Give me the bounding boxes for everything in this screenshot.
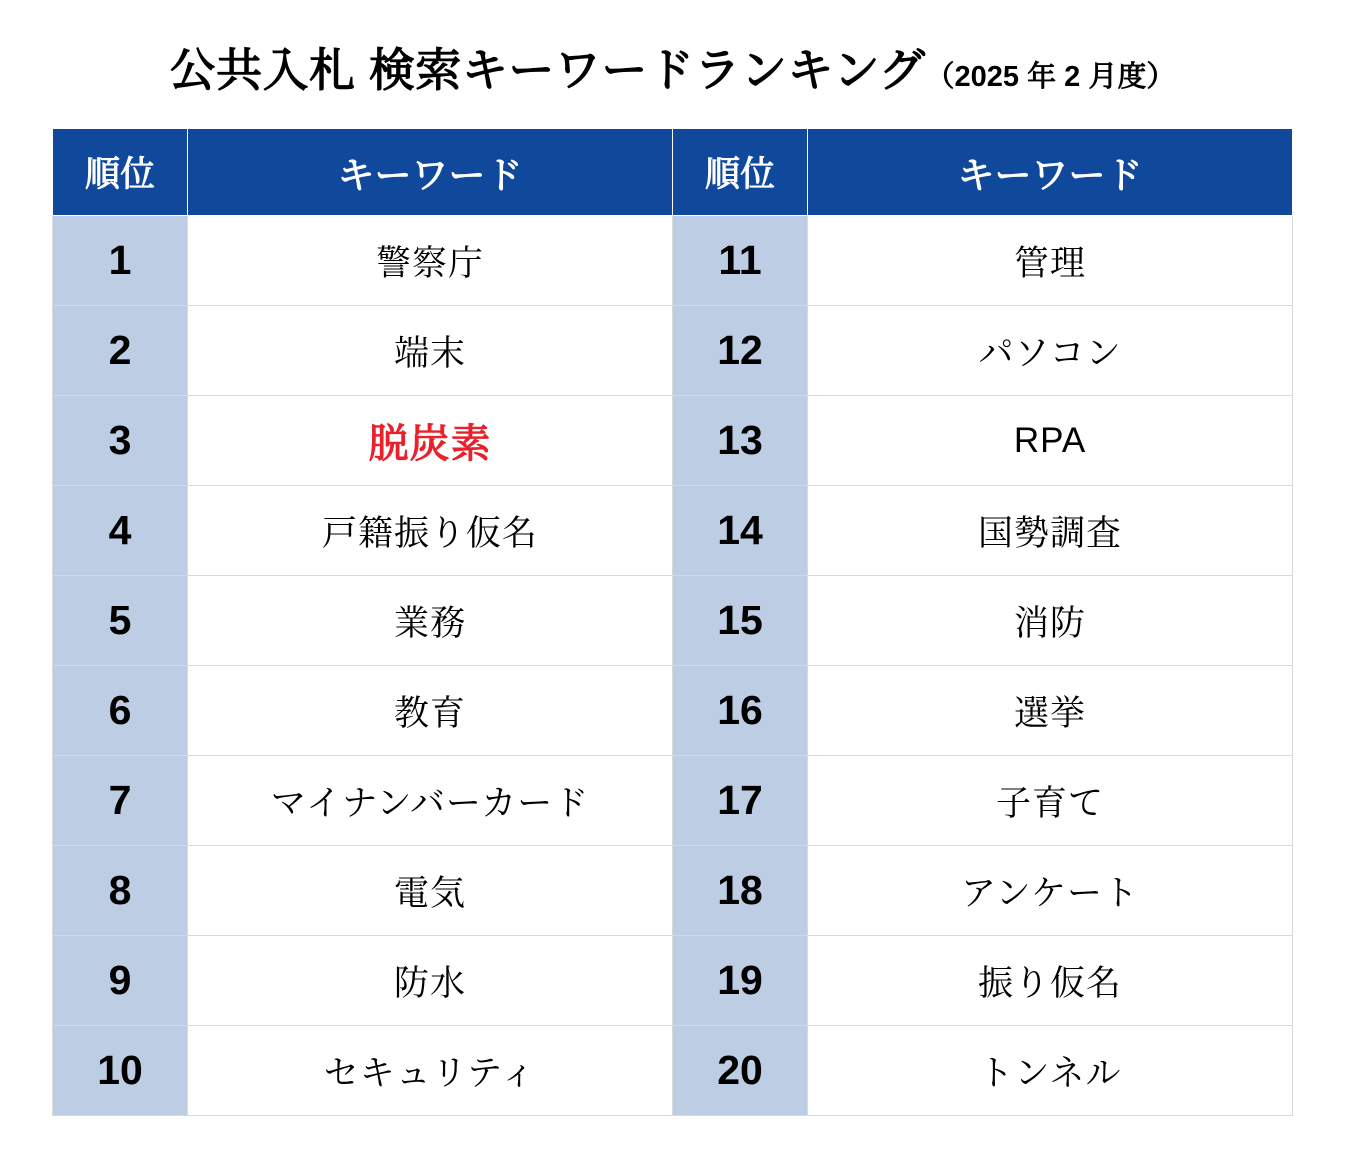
keyword-cell-left: 業務 bbox=[188, 576, 673, 666]
keyword-cell-left: セキュリティ bbox=[188, 1026, 673, 1116]
keyword-cell-left: 端末 bbox=[188, 306, 673, 396]
header-rank-left: 順位 bbox=[53, 129, 188, 216]
keyword-cell-left: 防水 bbox=[188, 936, 673, 1026]
keyword-cell-right: 振り仮名 bbox=[808, 936, 1293, 1026]
page-title bbox=[0, 34, 1345, 100]
keyword-cell-right: RPA bbox=[808, 396, 1293, 486]
keyword-cell-right: 子育て bbox=[808, 756, 1293, 846]
keyword-cell-right: アンケート bbox=[808, 846, 1293, 936]
keyword-cell-left: 脱炭素 bbox=[188, 396, 673, 486]
rank-cell-right: 11 bbox=[673, 216, 808, 306]
table-row bbox=[53, 576, 1293, 666]
rank-cell-left: 6 bbox=[53, 666, 188, 756]
rank-cell-right: 14 bbox=[673, 486, 808, 576]
rank-cell-right: 13 bbox=[673, 396, 808, 486]
table-row bbox=[53, 1026, 1293, 1116]
rank-cell-right: 20 bbox=[673, 1026, 808, 1116]
header-keyword-left: キーワード bbox=[188, 129, 673, 216]
rank-cell-left: 1 bbox=[53, 216, 188, 306]
keyword-cell-left: 警察庁 bbox=[188, 216, 673, 306]
ranking-table bbox=[52, 128, 1293, 1116]
keyword-cell-right: パソコン bbox=[808, 306, 1293, 396]
table-row bbox=[53, 666, 1293, 756]
page-title-sub: （2025 年 2 月度） bbox=[925, 61, 1176, 93]
rank-cell-right: 17 bbox=[673, 756, 808, 846]
rank-cell-left: 9 bbox=[53, 936, 188, 1026]
rank-cell-right: 12 bbox=[673, 306, 808, 396]
keyword-cell-left: マイナンバーカード bbox=[188, 756, 673, 846]
header-keyword-right: キーワード bbox=[808, 129, 1293, 216]
table-head bbox=[53, 129, 1293, 216]
keyword-cell-left: 教育 bbox=[188, 666, 673, 756]
keyword-cell-left: 電気 bbox=[188, 846, 673, 936]
table-header-row bbox=[53, 129, 1293, 216]
ranking-table-container bbox=[52, 128, 1292, 1116]
page-title-main: 公共入札 検索キーワードランキング bbox=[169, 44, 926, 96]
rank-cell-left: 2 bbox=[53, 306, 188, 396]
keyword-cell-left: 戸籍振り仮名 bbox=[188, 486, 673, 576]
table-row bbox=[53, 486, 1293, 576]
table-row bbox=[53, 936, 1293, 1026]
rank-cell-left: 3 bbox=[53, 396, 188, 486]
rank-cell-left: 7 bbox=[53, 756, 188, 846]
rank-cell-right: 18 bbox=[673, 846, 808, 936]
rank-cell-right: 15 bbox=[673, 576, 808, 666]
rank-cell-left: 5 bbox=[53, 576, 188, 666]
table-row bbox=[53, 216, 1293, 306]
table-body bbox=[53, 216, 1293, 1116]
table-row bbox=[53, 756, 1293, 846]
rank-cell-right: 19 bbox=[673, 936, 808, 1026]
table-row bbox=[53, 306, 1293, 396]
header-rank-right: 順位 bbox=[673, 129, 808, 216]
rank-cell-left: 4 bbox=[53, 486, 188, 576]
rank-cell-left: 10 bbox=[53, 1026, 188, 1116]
table-row bbox=[53, 846, 1293, 936]
keyword-cell-right: トンネル bbox=[808, 1026, 1293, 1116]
table-row bbox=[53, 396, 1293, 486]
keyword-cell-right: 選挙 bbox=[808, 666, 1293, 756]
keyword-cell-right: 消防 bbox=[808, 576, 1293, 666]
keyword-cell-right: 管理 bbox=[808, 216, 1293, 306]
rank-cell-left: 8 bbox=[53, 846, 188, 936]
keyword-cell-right: 国勢調査 bbox=[808, 486, 1293, 576]
rank-cell-right: 16 bbox=[673, 666, 808, 756]
